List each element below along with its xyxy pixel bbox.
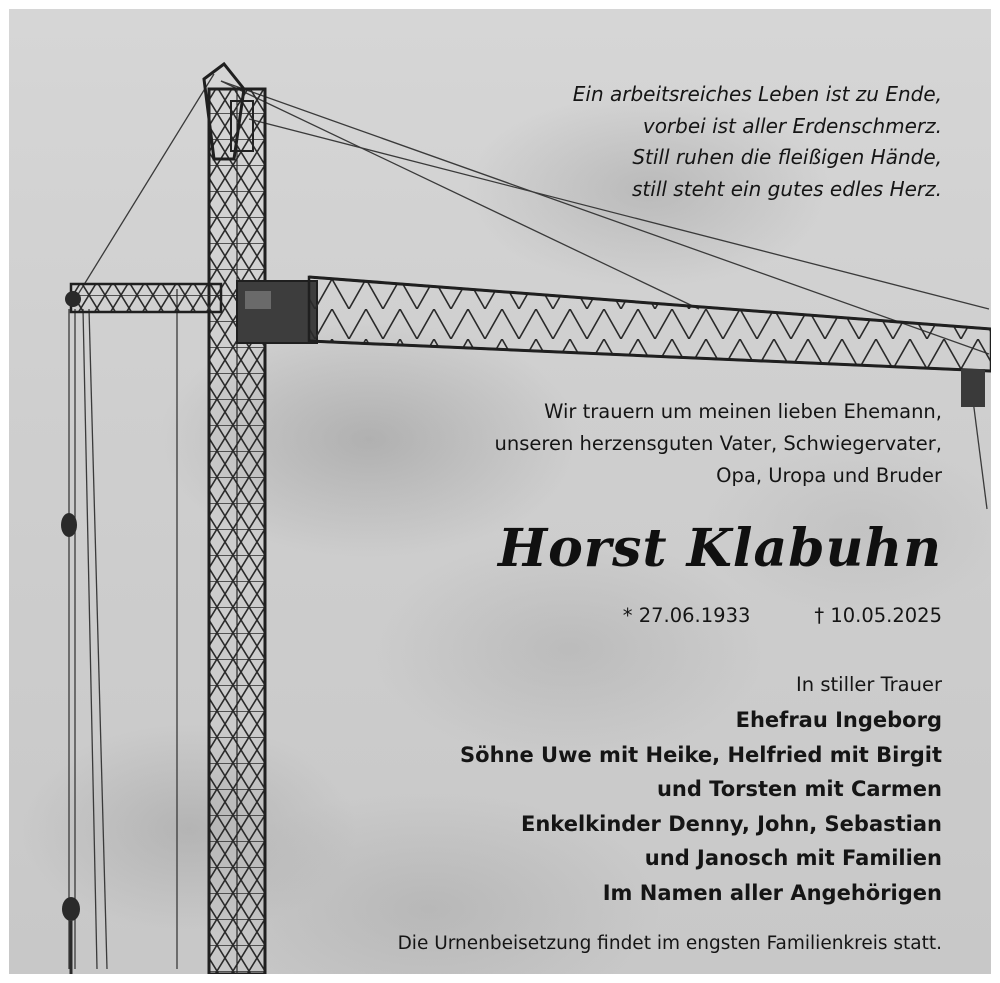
- intro-line: Opa, Uropa und Bruder: [716, 464, 942, 487]
- mourner-line: und Torsten mit Carmen: [656, 777, 942, 801]
- mourners-list: [460, 703, 942, 910]
- poem-line: Still ruhen die fleißigen Hände,: [632, 145, 942, 169]
- birth-date: * 27.06.1933: [622, 604, 751, 627]
- poem: [573, 79, 942, 205]
- poem-line: vorbei ist aller Erdenschmerz.: [642, 113, 942, 138]
- death-date: † 10.05.2025: [814, 604, 942, 627]
- poem-line: still steht ein gutes edles Herz.: [632, 176, 942, 201]
- mourner-line: und Janosch mit Familien: [644, 846, 942, 870]
- deceased-name: Horst Klabuhn: [497, 518, 942, 579]
- intro-line: Wir trauern um meinen lieben Ehemann,: [544, 400, 942, 423]
- mourners-heading: In stiller Trauer: [796, 673, 942, 696]
- obituary-card: [9, 9, 991, 974]
- intro-line: unseren herzensguten Vater, Schwiegervater,: [494, 432, 942, 455]
- poem-line: Ein arbeitsreiches Leben ist zu Ende,: [572, 82, 942, 106]
- life-dates: [623, 599, 942, 633]
- mourner-line: Im Namen aller Angehörigen: [602, 880, 942, 905]
- burial-note: Die Urnenbeisetzung findet im engsten Familienkreis statt.: [397, 933, 942, 954]
- mourner-line: Söhne Uwe mit Heike, Helfried mit Birgit: [460, 742, 942, 767]
- mourner-line: Enkelkinder Denny, John, Sebastian: [521, 811, 942, 836]
- mourner-line: Ehefrau Ingeborg: [735, 708, 942, 732]
- mourning-intro: [495, 396, 942, 492]
